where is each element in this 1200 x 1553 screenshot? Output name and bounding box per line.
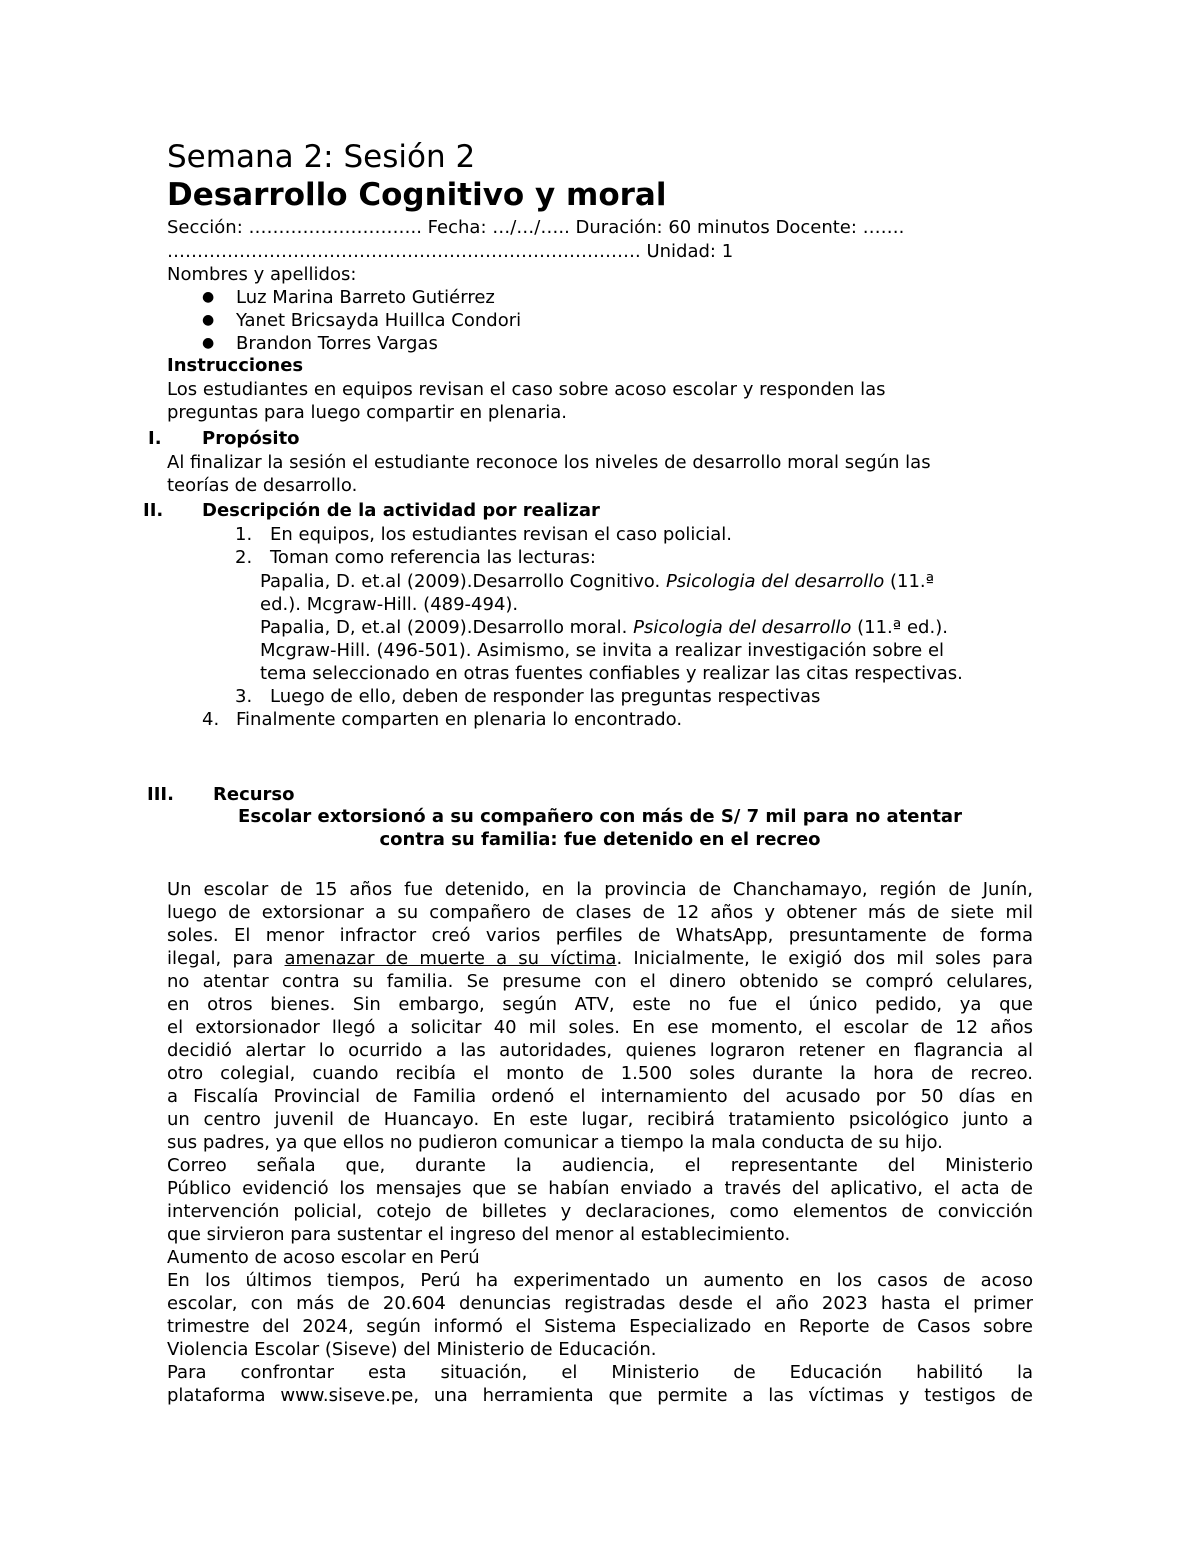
reference-2-title: Psicologia del desarrollo bbox=[633, 617, 852, 638]
section-2-heading: Descripción de la actividad por realizar bbox=[202, 500, 600, 521]
bullet-icon: ● bbox=[202, 312, 215, 328]
activity-item: Finalmente comparten en plenaria lo encontrado. bbox=[236, 709, 683, 730]
student-name: Brandon Torres Vargas bbox=[236, 333, 438, 354]
meta-line-2: ……………………………………………………………………. Unidad: 1 bbox=[167, 241, 734, 262]
purpose-line: Al finalizar la sesión el estudiante reconoce los niveles de desarrollo moral según las bbox=[167, 452, 931, 473]
section-3-numeral: III. bbox=[147, 784, 174, 805]
list-number: 1. bbox=[235, 524, 253, 545]
news-text-line: en otros bienes. Sin embargo, según ATV, este no fue el único pedido, ya que bbox=[167, 994, 1033, 1015]
news-text-line: Un escolar de 15 años fue detenido, en la provincia de Chanchamayo, región de Junín, bbox=[167, 879, 1033, 900]
news-text-line: luego de extorsionar a su compañero de clases de 12 años y obtener más de siete mil bbox=[167, 902, 1033, 923]
meta-line-1: Sección: ……………………….. Fecha: …/…/….. Duración: 60 minutos Docente: ……. bbox=[167, 217, 905, 238]
activity-item: En equipos, los estudiantes revisan el caso policial. bbox=[270, 524, 732, 545]
instructions-line: Los estudiantes en equipos revisan el caso sobre acoso escolar y responden las bbox=[167, 379, 886, 400]
names-label: Nombres y apellidos: bbox=[167, 264, 357, 285]
news-text-line: sus padres, ya que ellos no pudieron comunicar a tiempo la mala conducta de su hijo. bbox=[167, 1132, 943, 1153]
reference-1-title: Psicologia del desarrollo bbox=[665, 571, 885, 592]
student-name: Luz Marina Barreto Gutiérrez bbox=[236, 287, 495, 308]
section-1-heading: Propósito bbox=[202, 428, 300, 449]
reference-1-text: Papalia, D. et.al (2009).Desarrollo Cognitivo. bbox=[260, 571, 666, 592]
threat-link[interactable]: amenazar de muerte a su víctima bbox=[284, 948, 617, 969]
news-text-line: otro colegial, cuando recibía el monto de 1.500 soles durante la hora de recreo. bbox=[167, 1063, 1033, 1084]
reference-2-text: Papalia, D, et.al (2009).Desarrollo moral. bbox=[260, 617, 634, 638]
news-text-line: Para confrontar esta situación, el Ministerio de Educación habilitó la bbox=[167, 1362, 1033, 1383]
list-number: 3. bbox=[235, 686, 253, 707]
news-title-line: Escolar extorsionó a su compañero con más de S/ 7 mil para no atentar bbox=[238, 806, 962, 827]
instructions-line: preguntas para luego compartir en plenaria. bbox=[167, 402, 567, 423]
news-text-line: soles. El menor infractor creó varios perfiles de WhatsApp, presuntamente de forma bbox=[167, 925, 1033, 946]
instructions-heading: Instrucciones bbox=[167, 355, 304, 376]
news-text-line: Público evidenció los mensajes que se habían enviado a través del aplicativo, el acta de bbox=[167, 1178, 1033, 1199]
news-text-line: decidió alertar lo ocurrido a las autoridades, quienes lograron retener en flagrancia al bbox=[167, 1040, 1033, 1061]
news-text-line: el extorsionador llegó a solicitar 40 mil soles. En ese momento, el escolar de 12 años bbox=[167, 1017, 1033, 1038]
news-text-line: no atentar contra su familia. Se presume con el dinero obtenido se compró celulares, bbox=[167, 971, 1033, 992]
news-text-line: escolar, con más de 20.604 denuncias registradas desde el año 2023 hasta el primer bbox=[167, 1293, 1033, 1314]
news-text-line: Violencia Escolar (Siseve) del Ministerio de Educación. bbox=[167, 1339, 657, 1360]
reference-2-edition: (11.ª ed.). bbox=[851, 617, 948, 638]
section-2-numeral: II. bbox=[143, 500, 164, 521]
news-text-line bbox=[167, 947, 1033, 970]
list-number: 4. bbox=[202, 709, 220, 730]
purpose-line: teorías de desarrollo. bbox=[167, 475, 358, 496]
list-number: 2. bbox=[235, 547, 253, 568]
news-subheading: Aumento de acoso escolar en Perú bbox=[167, 1247, 480, 1268]
activity-item: Toman como referencia las lecturas: bbox=[270, 547, 596, 568]
reference-2 bbox=[260, 616, 948, 639]
reference-1 bbox=[260, 570, 934, 593]
news-text-line: intervención policial, cotejo de billetes y declaraciones, como elementos de convicción bbox=[167, 1201, 1033, 1222]
news-text-line: que sirvieron para sustentar el ingreso del menor al establecimiento. bbox=[167, 1224, 791, 1245]
activity-item: Luego de ello, deben de responder las preguntas respectivas bbox=[270, 686, 821, 707]
news-text: ilegal, para bbox=[167, 948, 285, 969]
bullet-icon: ● bbox=[202, 289, 215, 305]
news-text-line: trimestre del 2024, según informó el Sistema Especializado en Reporte de Casos sobre bbox=[167, 1316, 1033, 1337]
reference-2-cont: tema seleccionado en otras fuentes confiables y realizar las citas respectivas. bbox=[260, 663, 963, 684]
section-1-numeral: I. bbox=[148, 428, 162, 449]
section-3-heading: Recurso bbox=[213, 784, 295, 805]
news-text-line: En los últimos tiempos, Perú ha experimentado un aumento en los casos de acoso bbox=[167, 1270, 1033, 1291]
news-text-line: Correo señala que, durante la audiencia, el representante del Ministerio bbox=[167, 1155, 1033, 1176]
session-title: Semana 2: Sesión 2 bbox=[167, 139, 476, 175]
news-text-line: a Fiscalía Provincial de Familia ordenó el internamiento del acusado por 50 días en bbox=[167, 1086, 1033, 1107]
student-name: Yanet Bricsayda Huillca Condori bbox=[236, 310, 522, 331]
bullet-icon: ● bbox=[202, 335, 215, 351]
session-subtitle: Desarrollo Cognitivo y moral bbox=[167, 177, 667, 213]
reference-2-cont: Mcgraw-Hill. (496-501). Asimismo, se invita a realizar investigación sobre el bbox=[260, 640, 945, 661]
news-text-line: plataforma www.siseve.pe, una herramienta que permite a las víctimas y testigos de bbox=[167, 1385, 1033, 1406]
reference-1-edition: (11.ª bbox=[884, 571, 935, 592]
news-text-line: un centro juvenil de Huancayo. En este lugar, recibirá tratamiento psicológico junto a bbox=[167, 1109, 1033, 1130]
news-title-line: contra su familia: fue detenido en el recreo bbox=[379, 829, 821, 850]
news-text: . Inicialmente, le exigió dos mil soles para bbox=[616, 948, 1033, 969]
reference-1-cont: ed.). Mcgraw-Hill. (489-494). bbox=[260, 594, 519, 615]
